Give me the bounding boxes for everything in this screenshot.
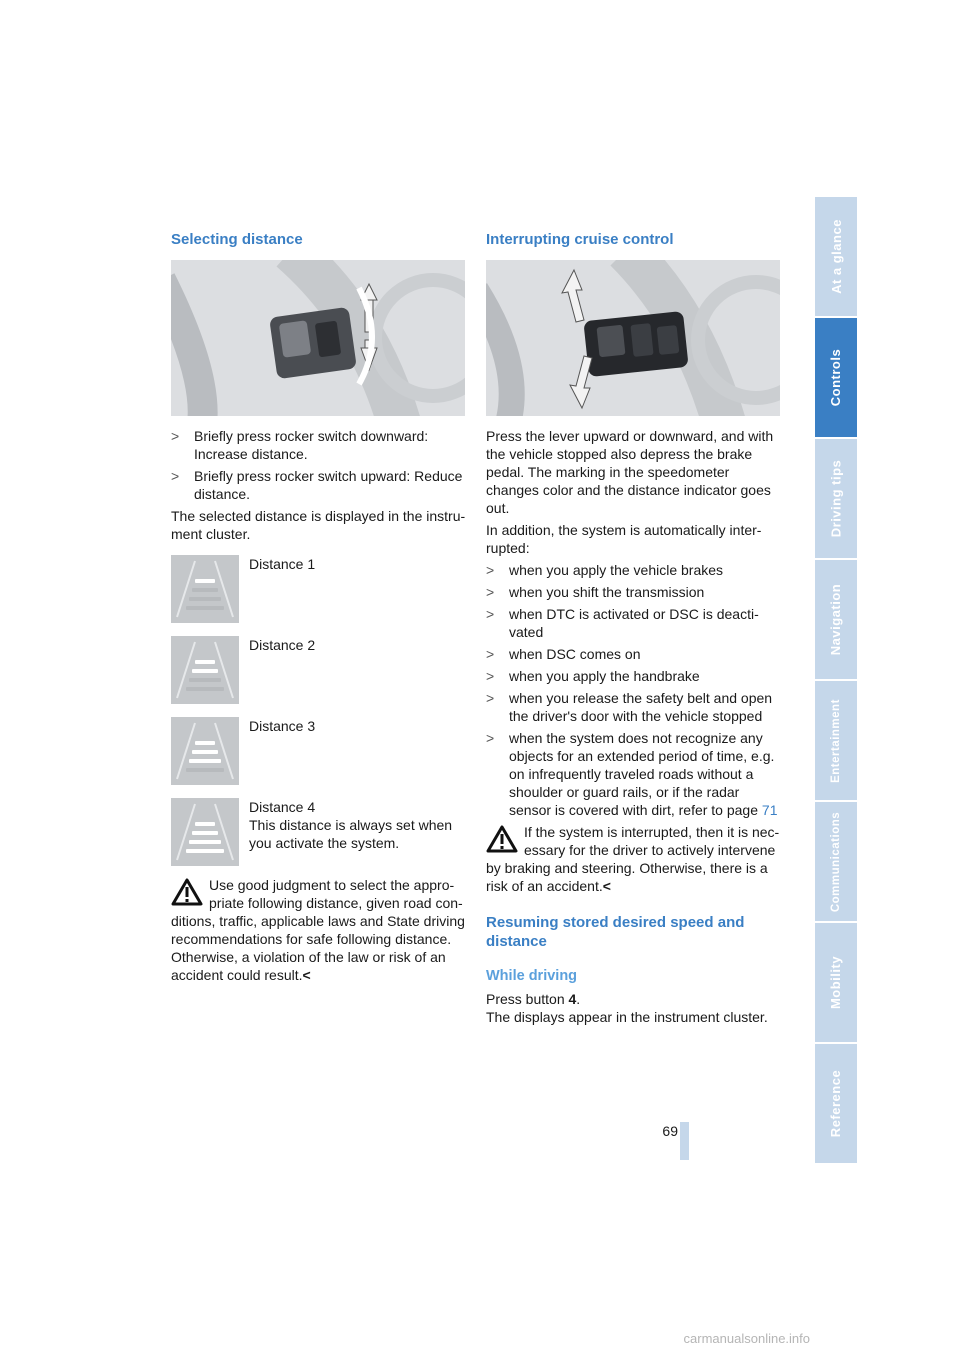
distance-bars-2	[171, 636, 239, 704]
warning-triangle-icon	[486, 825, 518, 853]
list-item: > when the system does not recognize any objects for an extended period of time, e.g. on infrequently traveled roads without a shoulder or guard rails, or if the radar sensor is covered with dirt, refer to page 71	[486, 730, 778, 818]
distance-bar	[186, 768, 224, 772]
warning-note: Use good judgment to select the appro- priate following distance, given road con- ditions, traffic, applicable laws and State driving recommendations for safe following distance. Otherwise, a violation of the law or risk of an accident could result.<	[171, 877, 465, 983]
distance-bar	[189, 678, 221, 682]
tab-entertainment[interactable]: Entertainment	[815, 681, 857, 800]
bullet-marker: >	[486, 562, 495, 578]
list-item: > when you apply the vehicle brakes	[486, 562, 724, 578]
list-item: > Briefly press rocker switch upward: Reduce distance.	[171, 468, 463, 502]
distance-bar	[192, 750, 218, 754]
distance-bar	[192, 588, 218, 592]
tab-reference[interactable]: Reference	[815, 1044, 857, 1163]
distance-4-note: This distance is always set when you activate the system.	[249, 817, 453, 851]
tab-at-a-glance[interactable]: At a glance	[815, 197, 857, 316]
list-item: > Briefly press rocker switch downward: Increase distance.	[171, 428, 429, 462]
distance-bar	[192, 831, 218, 835]
distance-bar	[189, 597, 221, 601]
page-number-bar	[680, 1122, 689, 1160]
tab-navigation[interactable]: Navigation	[815, 560, 857, 679]
distance-bar	[186, 687, 224, 691]
figure-lever	[486, 260, 780, 416]
bullet-marker: >	[171, 468, 180, 484]
bullet-marker: >	[486, 668, 495, 684]
paragraph-1: Press the lever upward or downward, and with the vehicle stopped also depress the brake pedal. The marking in the speedometer changes color and the distance indicator goes out.	[486, 428, 774, 516]
distance-row-4: Distance 4 This distance is always set when you activate the system.	[171, 798, 466, 876]
page-reference-link[interactable]: 71	[761, 802, 778, 818]
distance-bar	[195, 579, 215, 583]
distance-bar	[195, 741, 215, 745]
end-mark: <	[302, 967, 311, 983]
figure-rocker-switch	[171, 260, 465, 416]
distance-row-3: Distance 3	[171, 717, 466, 798]
section-heading-interrupting: Interrupting cruise control	[486, 231, 674, 248]
distance-bar	[192, 669, 218, 673]
paragraph-intro: The selected distance is displayed in the instru- ment cluster.	[171, 508, 466, 542]
distance-row-2: Distance 2	[171, 636, 466, 717]
bullet-marker: >	[171, 428, 180, 444]
warning-triangle-icon	[171, 878, 203, 906]
section-heading-resuming: Resuming stored desired speed and distance	[486, 914, 745, 950]
distance-bars-4	[171, 798, 239, 866]
right-column	[486, 230, 781, 1026]
left-column	[171, 230, 466, 984]
distance-bar	[186, 849, 224, 853]
end-mark: <	[602, 878, 611, 894]
subheading-while-driving: While driving	[486, 968, 578, 984]
page-number: 69	[662, 1123, 678, 1139]
tab-mobility[interactable]: Mobility	[815, 923, 857, 1042]
list-item: > when you shift the transmission	[486, 584, 705, 600]
distance-bar	[189, 759, 221, 763]
list-item: > when DTC is activated or DSC is deacti- vated	[486, 606, 759, 640]
tab-driving-tips[interactable]: Driving tips	[815, 439, 857, 558]
displays-line: The displays appear in the instrument cluster.	[486, 1009, 768, 1025]
bullet-marker: >	[486, 584, 495, 600]
list-item: > when DSC comes on	[486, 646, 641, 662]
watermark: carmanualsonline.info	[683, 1331, 810, 1346]
distance-bar	[195, 822, 215, 826]
distance-indicator-image	[171, 555, 239, 623]
distance-indicator-image	[171, 717, 239, 785]
paragraph-2: In addition, the system is automatically inter- rupted:	[486, 522, 762, 556]
bullet-marker: >	[486, 690, 495, 706]
distance-indicator-image	[171, 636, 239, 704]
bullet-marker: >	[486, 606, 495, 622]
warning-note: If the system is interrupted, then it is nec- essary for the driver to actively intervene by braking and steering. Otherwise, there is a risk of an accident.<	[486, 824, 780, 894]
distance-bars-1	[171, 555, 239, 623]
distance-bar	[189, 840, 221, 844]
list-item: > when you release the safety belt and open the driver's door with the vehicle stopped	[486, 690, 773, 724]
distance-row-1: Distance 1	[171, 555, 466, 636]
distance-indicator-image	[171, 798, 239, 866]
chapter-tabs	[815, 197, 857, 1165]
distance-bar	[195, 660, 215, 664]
tab-communications[interactable]: Communications	[815, 802, 857, 921]
bullet-marker: >	[486, 646, 495, 662]
tab-controls[interactable]: Controls	[815, 318, 857, 437]
distance-bars-3	[171, 717, 239, 785]
list-item: > when you apply the handbrake	[486, 668, 700, 684]
press-button-line: Press button 4.	[486, 991, 581, 1007]
distance-bar	[186, 606, 224, 610]
section-heading-selecting-distance: Selecting distance	[171, 231, 303, 248]
bullet-marker: >	[486, 730, 495, 746]
